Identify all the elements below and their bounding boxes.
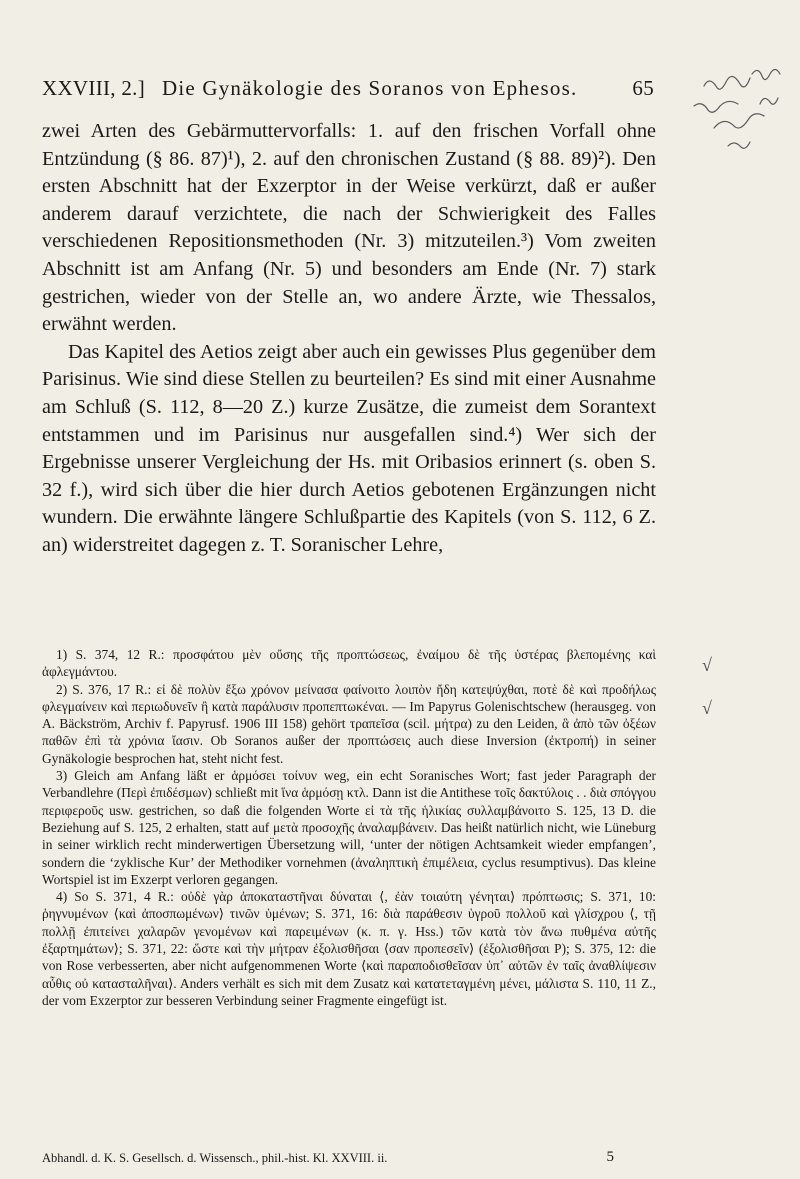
footnote-4: 4) So S. 371, 4 R.: οὐδὲ γὰρ ἀποκαταστῆναι δύναται ⟨, ἐὰν τοιαύτη γένηται⟩ πρόπτωσις; S. 371, 10: ῥηγνυμένων ⟨καὶ ἀποσπωμένων⟩ τινῶν ὑμένων; S. 371, 16: διὰ παράθεσιν ὑγροῦ πολλοῦ καὶ γλίσχρου ⟨, τῇ πολλῇ ἐπιτείνει χαλαρῶν γενομένων καὶ παρειμένων (κ. π. γ. Hss.) τῶν κατὰ τὸν ἄνω πυθμένα αὐτῆς ἐξαρτημάτων⟩; S. 371, 22: ὥστε καὶ τὴν μήτραν ἐξολισθῆσαι ⟨σαν προπεσεῖν⟩ (ἐξολισθῆσαι P); S. 375, 12: die von Rose verbesserten, aber nicht aufgenommenen Worte ⟨καὶ παραποδισθεῖσαν ὑπ᾿ αὐτῶν ἐν ταῖς ἀναθλίψεσιν αὖθις οὐ κατασταλῆναι⟩. Anders verhält es sich mit dem Zusatz καὶ κατατεταγμένη μένει, μάλιστα S. 110, 11 Z., der vom Exzerptor zur besseren Verbindung seiner Fragmente eingefügt ist.	[42, 889, 656, 1008]
footnote-1: 1) S. 374, 12 R.: προσφάτου μὲν οὔσης τῆς προπτώσεως, ἐναίμου δὲ τῆς ὑστέρας βλεπομένης καὶ ἀφλεγμάντου.	[42, 647, 656, 680]
pencil-scribble	[664, 56, 800, 176]
footnotes	[42, 646, 656, 1009]
page-footer	[42, 1151, 654, 1166]
footer-series: Abhandl. d. K. S. Gesellsch. d. Wissensch., phil.-hist. Kl. XXVIII. ii.	[42, 1151, 388, 1165]
body-paragraph-2: Das Kapitel des Aetios zeigt aber auch ein gewisses Plus gegenüber dem Parisinus. Wie sind diese Stellen zu beurteilen? Es sind mit einer Ausnahme am Schluß (S. 112, 8—20 Z.) kurze Zusätze, die zumeist dem Sorantext entstammen und im Parisinus nur ausgefallen sind.⁴) Wer sich der Ergebnisse unserer Vergleichung der Hs. mit Oribasios erinnert (s. oben S. 32 f.), wird sich über die hier durch Aetios gebotenen Ergänzungen nicht wundern. Die erwähnte längere Schlußpartie des Kapitels (von S. 112, 6 Z. an) widerstreitet dagegen z. T. Soranischer Lehre,	[42, 340, 656, 556]
body-paragraph-1: zwei Arten des Gebärmuttervorfalls: 1. auf den frischen Vorfall ohne Entzündung (§ 86. 87)¹), 2. auf den chronischen Zustand (§ 88. 89)²). Den ersten Abschnitt hat der Exzerptor in der Weise verkürzt, daß er außer anderem darauf verzichtete, die nach der Schwierigkeit des Falles verschiedenen Repositionsmethoden (Nr. 3) mitzuteilen.³) Vom zweiten Abschnitt ist am Anfang (Nr. 5) und besonders am Ende (Nr. 7) stark gestrichen, wieder von der Stelle an, wo andere Ärzte, wie Thessalos, erwähnt werden.	[42, 120, 656, 336]
check-mark-icon: √	[702, 655, 712, 675]
footnote-2: 2) S. 376, 17 R.: εἰ δὲ πολὺν ἔξω χρόνον μείνασα φαίνοιτο λοιπὸν ἤδη κατεψύχθαι, ποτὲ δὲ καὶ προδήλως φλεγμαίνειν καὶ περιωδυνεῖν ἢ κατὰ παράλυσιν προπεπτωκέναι. — Im Papyrus Golenischtschew (herausgeg. von A. Bäckström, Archiv f. Papyrusf. 1906 III 158) gehört τραπεῖσα (scil. μήτρα) zu den Leiden, ἃ ἀπὸ τῶν ὀξέων παθῶν ἐπὶ τὰ χρόνια ἴασιν. Ob Soranos außer der προπτώσεις auch diese Inversion (ἐκτροπή) in seiner Gynäkologie besprochen hat, steht nicht fest.	[42, 681, 656, 766]
check-mark-icon: √	[702, 698, 712, 718]
header-title: Die Gynäkologie des Soranos von Ephesos.	[162, 76, 578, 100]
header-section: XXVIII, 2.]	[42, 76, 146, 100]
running-header	[42, 76, 654, 106]
signature-number: 5	[606, 1149, 614, 1165]
scribble-drawing	[664, 56, 800, 176]
main-text	[42, 118, 656, 560]
footnote-3: 3) Gleich am Anfang läßt er ἁρμόσει τοίνυν weg, ein echt Soranisches Wort; fast jeder Paragraph der Verbandlehre (Περὶ ἐπιδέσμων) schließt mit ἵνα ἁρμόσῃ κτλ. Dann ist die Antithese τοῖς δακτύλοις . . διὰ σπόγγου περιφεροῦς usw. gestrichen, so daß die folgenden Worte εἰ τὰ τῆς ἡλικίας συλλαμβάνοιτο S. 125, 13 D. die Beziehung auf S. 125, 2 erhalten, statt auf μετὰ προσοχῆς ἀναλαμβάνειν. Das heißt natürlich nicht, wie Lüneburg in seiner wirklich recht minderwertigen Übersetzung will, ‘unter der nötigen Achtsamkeit wieder empfangen’, sondern die ‘zyklische Kur’ der Methodiker vornehmen (ἀναληπτικὴ ἐπιμέλεια, cyclus resumptivus). Das kleine Wortspiel ist im Exzerpt verloren gegangen.	[42, 768, 656, 887]
page-number: 65	[632, 76, 654, 100]
